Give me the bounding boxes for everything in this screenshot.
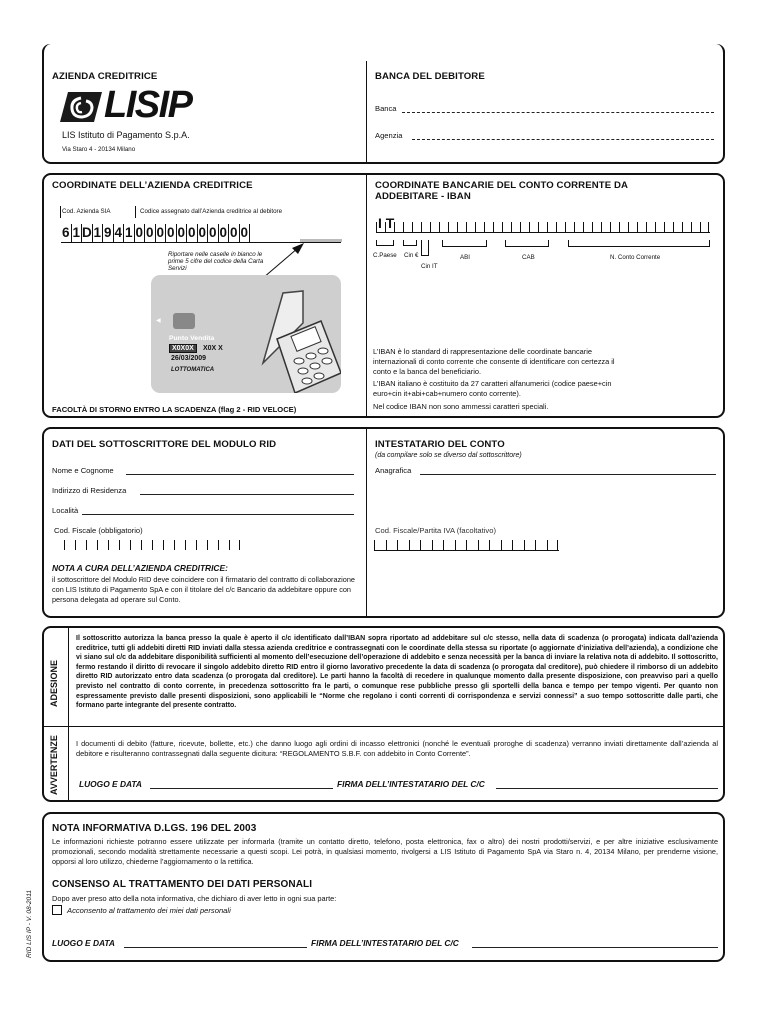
privacy-text: Le informazioni richieste potranno essere utilizzate per informarla (tramite un contatto diretto, telefono, posta elettronica, fax o altro) dei nostri prodotti/servizi, e per altre iniziative esclusivamente promozionali, secondo modalità strettamente necessarie a questi scopi. Lei potrà, in qualsiasi momento, rivolgersi a LIS Istituto di Pagamento SpA via Staro n. 4, 20134 Milano, per prenderne visione, opporsi al loro utilizzo, chiederne l’aggiornamento o la rettifica. xyxy=(52,837,718,866)
avv-place-date-field[interactable] xyxy=(150,788,333,789)
bank-field[interactable] xyxy=(402,112,714,113)
card-brand: LOTTOMATICA xyxy=(171,367,215,373)
side-column-divider xyxy=(68,628,69,800)
bank-label: Banca xyxy=(375,104,397,113)
digit: 4 xyxy=(114,225,122,240)
label-abi: ABI xyxy=(460,254,470,261)
digit: 0 xyxy=(198,225,206,240)
sia-bracket-left xyxy=(60,206,61,218)
card-code-box xyxy=(169,344,197,353)
avv-place-date-label: LUOGO E DATA xyxy=(79,779,142,789)
creditor-note-heading: NOTA A CURA DELL’AZIENDA CREDITRICE: xyxy=(52,563,228,573)
avvertenze-text: I documenti di debito (fatture, ricevute, bollette, etc.) che danno luogo agli ordini di incasso elettronici (nonché le eventuali proroghe di scadenza) verranno inviati direttamente dall’azienda al debitore e risulteranno contrassegnati dalla seguente dicitura: “REGOLAMENTO S.B.F. con addebito in Conto Corrente”. xyxy=(76,739,718,759)
storno-label: FACOLTÀ DI STORNO ENTRO LA SCADENZA (flag 2 - RID VELOCE) xyxy=(52,405,297,414)
digit: 0 xyxy=(145,225,154,240)
privacy-heading: NOTA INFORMATIVA D.LGS. 196 DEL 2003 xyxy=(52,823,257,834)
digit: 9 xyxy=(103,225,112,240)
label-cin-euro: Cin € xyxy=(404,252,419,259)
digit: 0 xyxy=(229,225,238,240)
holder-fiscal-grid[interactable] xyxy=(374,540,558,550)
address-field[interactable] xyxy=(140,494,354,495)
digit: 0 xyxy=(166,225,175,240)
fiscal-label xyxy=(54,526,143,535)
creditor-address: Via Staro 4 - 20134 Milano xyxy=(62,146,136,153)
digit: 0 xyxy=(156,225,164,240)
card-stripe-arrow: ◀ xyxy=(156,318,161,324)
consent-checkbox-label: Acconsento al trattamento dei miei dati personali xyxy=(67,906,231,915)
service-card-image xyxy=(151,275,341,393)
lisip-logo-text: LISIP xyxy=(104,84,192,126)
iban-bracket-conto xyxy=(568,240,710,247)
iban-bracket-abi xyxy=(442,240,487,247)
section1-divider xyxy=(366,61,367,162)
lisip-logo xyxy=(58,84,208,126)
holder-fiscal-baseline xyxy=(374,550,559,551)
anagrafica-label: Anagrafica xyxy=(375,466,412,475)
iban-prefix: I T xyxy=(378,215,395,231)
digit: 1 xyxy=(93,225,101,240)
digit: 1 xyxy=(72,225,80,240)
section2-divider xyxy=(366,175,367,416)
consent-checkbox[interactable] xyxy=(52,905,62,915)
holder-fiscal-label: Cod. Fiscale/Partita IVA (facoltativo) xyxy=(375,526,496,535)
subscriber-heading: DATI DEL SOTTOSCRITTORE DEL MODULO RID xyxy=(52,439,277,450)
digit: 0 xyxy=(135,225,143,240)
digit: 0 xyxy=(187,225,196,240)
avv-signature-field[interactable] xyxy=(496,788,718,789)
fiscal-code-grid[interactable] xyxy=(64,540,240,550)
holder-subheading: (da compilare solo se diverso dal sottoscrittore) xyxy=(375,452,522,459)
form-version-code: RID LIS IP - V. 08-2011 xyxy=(26,889,33,958)
avvertenze-label: AVVERTENZE xyxy=(49,735,59,795)
fiscal-label-text: Cod. Fiscale (obbligatorio) xyxy=(54,526,143,535)
anagrafica-field[interactable] xyxy=(420,474,716,475)
holder-heading: INTESTATARIO DEL CONTO xyxy=(375,439,505,450)
agency-field[interactable] xyxy=(412,139,714,140)
digit: 1 xyxy=(124,225,133,240)
name-field[interactable] xyxy=(126,474,354,475)
city-field[interactable] xyxy=(82,514,354,515)
privacy-signature-field[interactable] xyxy=(472,947,718,948)
iban-bracket-cab xyxy=(505,240,549,247)
consent-heading: CONSENSO AL TRATTAMENTO DEI DATI PERSONALI xyxy=(52,879,313,890)
label-conto: N. Conto Corrente xyxy=(610,254,661,261)
privacy-signature-label: FIRMA DELL’INTESTATARIO DEL C/C xyxy=(311,938,459,948)
sia-bracket-right xyxy=(135,206,136,218)
creditor-coords-heading: COORDINATE DELL’AZIENDA CREDITRICE xyxy=(52,180,253,191)
iban-heading: COORDINATE BANCARIE DEL CONTO CORRENTE DA ADDEBITARE - IBAN xyxy=(375,180,628,202)
agency-label: Agenzia xyxy=(375,131,403,140)
iban-grid[interactable] xyxy=(376,222,709,232)
iban-info-3: Nel codice IBAN non sono ammessi caratteri speciali. xyxy=(373,402,549,411)
debtor-bank-heading: BANCA DEL DEBITORE xyxy=(375,71,485,82)
adesione-label: ADESIONE xyxy=(49,659,59,707)
card-code-suffix: X0X X xyxy=(203,345,223,352)
iban-bracket-cin-euro xyxy=(403,240,417,246)
iban-baseline xyxy=(376,232,710,233)
sia-label: Cod. Azienda SIA xyxy=(62,208,111,215)
iban-info-1: L’IBAN è lo standard di rappresentazione delle coordinate bancarie internazionali di conto corrente che consente di identificare con certezza il conto e la banca del beneficiario. xyxy=(373,347,615,376)
creditor-company-name: LIS Istituto di Pagamento S.p.A. xyxy=(62,130,190,140)
card-chip xyxy=(173,313,195,329)
section3-divider xyxy=(366,429,367,616)
digit: 6 xyxy=(61,225,70,240)
consent-intro: Dopo aver preso atto della nota informativa, che dichiaro di aver letto in ogni sua parte: xyxy=(52,894,337,903)
label-cab: CAB xyxy=(522,254,535,261)
privacy-place-date-field[interactable] xyxy=(124,947,307,948)
digit: 0 xyxy=(240,225,248,240)
card-date: 26/03/2009 xyxy=(171,355,207,362)
creditor-note-text: il sottoscrittore del Modulo RID deve coincidere con il firmatario del contratto di collaborazione con LIS Istituto di Pagamento SpA e con il titolare del c/c Bancario da addebitare oppure con persona delegata ad operare sul Conto. xyxy=(52,575,355,604)
avv-signature-label: FIRMA DELL’INTESTATARIO DEL C/C xyxy=(337,779,485,789)
privacy-place-date-label: LUOGO E DATA xyxy=(52,938,115,948)
city-label: Località xyxy=(52,506,79,515)
digit: 0 xyxy=(208,225,217,240)
digit: 0 xyxy=(219,225,227,240)
iban-bracket-cin-it xyxy=(421,240,429,256)
adesione-text: Il sottoscritto autorizza la banca presso la quale è aperto il c/c identificato dall’IBAN sopra riportato ad addebitare sul c/c stesso, nella data di scadenza (o prorogata) indicata dall’azienda creditrice, tutti gli addebiti diretti RID inviati dalla stessa azienda creditrice e contrassegnati con le coordinate della stessa su riportate (o aggiornate d’iniziativa dell’azienda), a condizione che vi siano sul c/c da addebitare disponibilità sufficienti al momento dell’esecuzione dell’operazione di addebito e senza necessità per la banca di inviare la relativa nota di addebito. Il sottoscritto, fermo restando il diritto di revocare il singolo addebito diretto RID entro il giorno lavorativo precedente la data di scadenza (o prorogata dal creditore), può chiedere il rimborso di un addebito diretto RID autorizzato entro data scadenza (o prorogata dal creditore). Le parti hanno la facoltà di recedere in qualunque momento dalla presente disposizione, con preavviso pari a quello previsto nel contratto di conto corrente, in precedenza sottoscritto fra le parti, o comunque rese pubbliche presso gli sportelli della banca e tempo per tempo vigenti. Per quanto non espressamente previsto dalle presenti disposizioni, sono applicabili le “Norme che regolano i conti correnti di corrispondenza e servizi connessi” a suo tempo sottoscritte dalle parti, che formano parte integrante del presente contratto. xyxy=(76,635,718,710)
creditor-heading: AZIENDA CREDITRICE xyxy=(52,71,158,82)
name-label: Nome e Cognome xyxy=(52,466,114,475)
card-note: Riportare nelle caselle in bianco le prime 5 cifre del codice della Carta Servizi xyxy=(168,251,264,272)
label-paese: C.Paese xyxy=(373,252,397,259)
label-cin-it: Cin IT xyxy=(421,263,438,270)
digit: 0 xyxy=(177,225,185,240)
code-label: Codice assegnato dall’Azienda creditrice al debitore xyxy=(140,208,283,215)
address-label: Indirizzo di Residenza xyxy=(52,486,127,495)
iban-info-2: L’IBAN italiano è costituito da 27 caratteri alfanumerici (codice paese+cin euro+cin it+abi+cab+numero conto corrente). xyxy=(373,379,612,398)
adesione-divider xyxy=(44,726,723,727)
card-point-of-sale: Punto Vendita xyxy=(169,335,215,342)
digit: D xyxy=(82,225,92,240)
iban-bracket-paese xyxy=(376,240,394,246)
hand-phone-icon xyxy=(243,283,341,393)
card-code: X0X0X xyxy=(172,345,194,352)
